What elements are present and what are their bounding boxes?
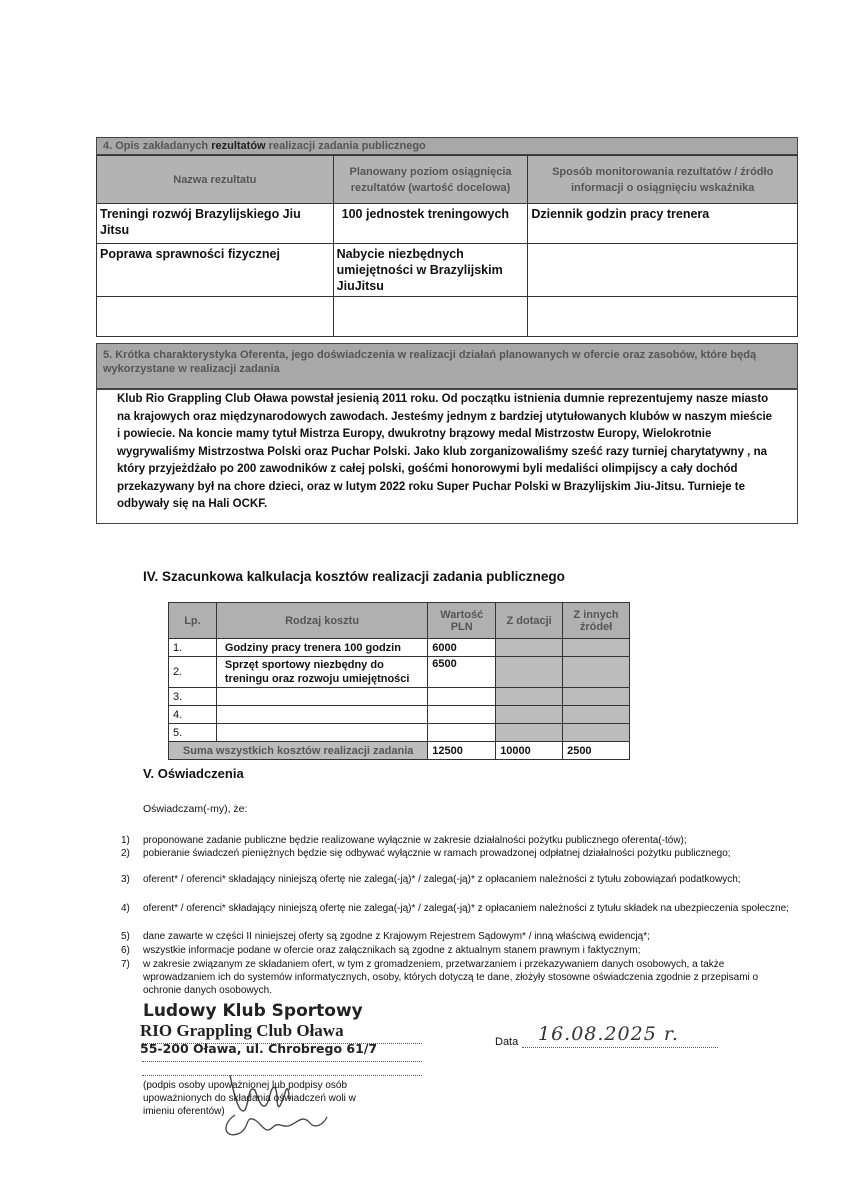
- cost-lp-cell: 4.: [169, 706, 217, 724]
- cost-type-cell: Sprzęt sportowy niezbędny do treningu oraz rozwoju umiejętności: [216, 657, 427, 688]
- cost-sum-row: [169, 742, 630, 760]
- section5-title-bar: [96, 343, 798, 389]
- stamp-line1: Ludowy Klub Sportowy: [143, 1001, 363, 1021]
- cost-type-cell: [216, 706, 427, 724]
- section5-title: 5. Krótka charakterystyka Oferenta, jego doświadczenia w realizacji działań planowanych w ofercie oraz zasobów, które będą wykorzystane w realizacji zadania: [103, 349, 757, 375]
- results-table: [96, 155, 798, 337]
- cost-value-cell: [428, 724, 496, 742]
- results-header-monitoring: Sposób monitorowania rezultatów / źródło informacji o osiągnięciu wskaźnika: [528, 156, 798, 204]
- cost-other-cell: [563, 657, 630, 688]
- cost-header-type: Rodzaj kosztu: [216, 603, 427, 639]
- result-name-cell: [97, 297, 334, 337]
- section4-title-prefix: 4. Opis zakładanych: [103, 140, 212, 152]
- declaration-text: proponowane zadanie publiczne będzie realizowane wyłącznie w zakresie działalności pożytku publicznego oferenta(-tów);: [143, 835, 687, 846]
- table-row: [97, 244, 798, 297]
- dotted-line: [522, 1047, 718, 1048]
- cost-lp-cell: 2.: [169, 657, 217, 688]
- section-v-title: V. Oświadczenia: [143, 766, 244, 781]
- declaration-item: [121, 958, 793, 997]
- cost-other-cell: [563, 706, 630, 724]
- cost-grant-cell: [496, 724, 563, 742]
- result-level-cell: 100 jednostek treningowych: [333, 204, 528, 244]
- declaration-item: [121, 902, 793, 915]
- section5-body: Klub Rio Grappling Club Oława powstał jesienią 2011 roku. Od początku istnienia dumnie reprezentujemy nasze miasto na krajowych oraz międzynarodowych zawodach. Jesteśmy jednym z bardziej utytułowanych klubów w naszym mieście i powiecie. Na koncie mamy tytuł Mistrza Europy, dwukrotny brązowy medal Mistrzostw Europy, Wielokrotnie wygrywaliśmy Mistrzostwa Polski oraz Puchar Polski. Jako klub zorganizowaliśmy sześć razy turniej charytatywny , na który przyjeżdżało po 200 zawodników z całej polski, gośćmi honorowymi byli medaliści olimpijscy a cały dochód przekazywany był na chore dzieci, oraz w lutym 2022 roku Super Puchar Polski w Brazylijskim Jiu-Jitsu. Turnieje te odbywały się na Hali OCKF.: [117, 393, 773, 510]
- section4-title-bar: [96, 137, 798, 155]
- result-monitoring-cell: Dziennik godzin pracy trenera: [528, 204, 798, 244]
- section-v-intro: Oświadczam(-my), że:: [143, 803, 248, 815]
- section4-title-suffix: realizacji zadania publicznego: [265, 140, 426, 152]
- cost-grant-cell: [496, 706, 563, 724]
- declaration-text: w zakresie związanym ze składaniem ofert, w tym z gromadzeniem, przetwarzaniem i przekazywaniem danych osobowych, a także wprowadzaniem ich do systemów informatycznych, osoby, których dotyczą te dane, złożyły stosowne oświadczenia zgodnie z przepisami o ochronie danych osobowych.: [143, 959, 759, 996]
- result-monitoring-cell: [528, 297, 798, 337]
- table-row: [97, 204, 798, 244]
- cost-sum-value: 12500: [428, 742, 496, 760]
- declaration-text: oferent* / oferenci* składający niniejszą ofertę nie zalega(-ją)* / zalega(-ją)* z opłacaniem należności z tytułu zobowiązań podatkowych;: [143, 874, 741, 885]
- cost-table: [168, 602, 630, 760]
- cost-grant-cell: [496, 639, 563, 657]
- declaration-item: [121, 834, 793, 847]
- cost-grant-cell: [496, 657, 563, 688]
- section5-body-box: [96, 389, 798, 524]
- cost-sum-label: Suma wszystkich kosztów realizacji zadania: [169, 742, 428, 760]
- declaration-number: 2): [121, 848, 130, 859]
- declaration-number: 3): [121, 874, 130, 885]
- results-header-level: Planowany poziom osiągnięcia rezultatów (wartość docelowa): [333, 156, 528, 204]
- declaration-number: 6): [121, 945, 130, 956]
- cost-lp-cell: 3.: [169, 688, 217, 706]
- declaration-text: oferent* / oferenci* składający niniejszą ofertę nie zalega(-ją)* / zalega(-ją)* z opłacaniem należności z tytułu składek na ubezpieczenia społeczne;: [143, 903, 789, 914]
- declaration-number: 4): [121, 903, 130, 914]
- section-iv-title: IV. Szacunkowa kalkulacja kosztów realizacji zadania publicznego: [143, 569, 565, 584]
- cost-type-cell: [216, 688, 427, 706]
- declaration-item: [121, 847, 793, 860]
- cost-value-cell: [428, 706, 496, 724]
- cost-value-cell: 6500: [428, 657, 496, 688]
- section4-title-bold: rezultatów: [211, 140, 266, 152]
- declaration-number: 7): [121, 959, 130, 970]
- table-row: [169, 724, 630, 742]
- cost-other-cell: [563, 724, 630, 742]
- cost-header-lp: Lp.: [169, 603, 217, 639]
- stamp-line3: 55-200 Oława, ul. Chrobrego 61/7: [140, 1041, 378, 1056]
- result-name-cell: Treningi rozwój Brazylijskiego Jiu Jitsu: [97, 204, 334, 244]
- results-table-header: [97, 156, 798, 204]
- cost-header-other: Z innych źródeł: [563, 603, 630, 639]
- table-row: [169, 657, 630, 688]
- cost-lp-cell: 5.: [169, 724, 217, 742]
- declaration-item: [121, 930, 793, 943]
- cost-type-cell: Godziny pracy trenera 100 godzin: [216, 639, 427, 657]
- result-name-cell: Poprawa sprawności fizycznej: [97, 244, 334, 297]
- cost-grant-cell: [496, 688, 563, 706]
- declaration-item: [121, 944, 793, 957]
- cost-sum-other: 2500: [563, 742, 630, 760]
- stamp-line2: RIO Grappling Club Oława: [140, 1021, 344, 1040]
- declaration-item: [121, 873, 793, 886]
- declaration-text: pobieranie świadczeń pieniężnych będzie się odbywać wyłącznie w ramach prowadzonej odpłatnej działalności pożytku publicznego;: [143, 848, 731, 859]
- cost-table-header: [169, 603, 630, 639]
- result-monitoring-cell: [528, 244, 798, 297]
- table-row: [169, 639, 630, 657]
- cost-sum-grant: 10000: [496, 742, 563, 760]
- table-row: [97, 297, 798, 337]
- declaration-number: 5): [121, 931, 130, 942]
- cost-other-cell: [563, 688, 630, 706]
- declaration-number: 1): [121, 835, 130, 846]
- table-row: [169, 706, 630, 724]
- cost-value-cell: [428, 688, 496, 706]
- cost-lp-cell: 1.: [169, 639, 217, 657]
- result-level-cell: [333, 297, 528, 337]
- result-level-cell: Nabycie niezbędnych umiejętności w Brazylijskim JiuJitsu: [333, 244, 528, 297]
- declaration-text: wszystkie informacje podane w ofercie oraz załącznikach są zgodne z aktualnym stanem prawnym i faktycznym;: [143, 945, 641, 956]
- table-row: [169, 688, 630, 706]
- cost-value-cell: 6000: [428, 639, 496, 657]
- results-header-name: Nazwa rezultatu: [97, 156, 334, 204]
- cost-other-cell: [563, 639, 630, 657]
- declaration-text: dane zawarte w części II niniejszej oferty są zgodne z Krajowym Rejestrem Sądowym* / inną właściwą ewidencją*;: [143, 931, 650, 942]
- cost-header-value: Wartość PLN: [428, 603, 496, 639]
- date-label: Data: [495, 1036, 519, 1048]
- signature-caption: (podpis osoby upoważnionej lub podpisy osób upoważnionych do składania oświadczeń woli w imieniu oferentów): [143, 1080, 356, 1117]
- date-value: 16.08.2025 r.: [538, 1023, 679, 1045]
- cost-header-grant: Z dotacji: [496, 603, 563, 639]
- cost-type-cell: [216, 724, 427, 742]
